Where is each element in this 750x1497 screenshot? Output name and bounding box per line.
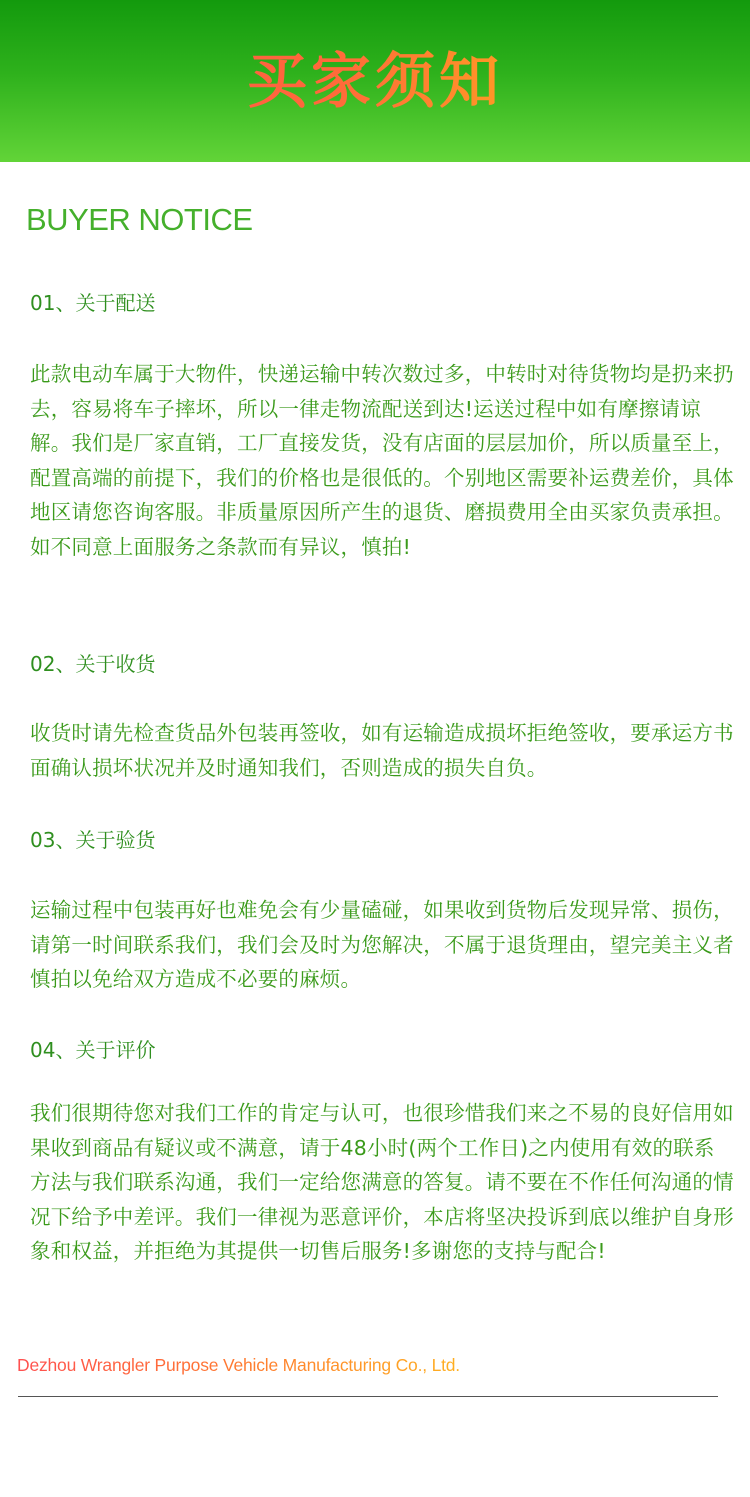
section-heading-receiving: 02、关于收货 [30,652,156,676]
page-title: 买家须知 [0,44,750,120]
section-body-receiving: 收货时请先检查货品外包装再签收，如有运输造成损坏拒绝签收，要承运方书面确认损坏状况并及时通知我们，否则造成的损失自负。 [30,721,734,780]
company-name: Dezhou Wrangler Purpose Vehicle Manufacturing Co., Ltd. [17,1355,460,1375]
section-heading-delivery: 01、关于配送 [30,291,156,315]
section-body-delivery: 此款电动车属于大物件，快递运输中转次数过多，中转时对待货物均是扔来扔去，容易将车子摔坏，所以一律走物流配送到达!运送过程中如有摩擦请谅解。我们是厂家直销，工厂直接发货，没有店面的层层加价，所以质量至上，配置高端的前提下，我们的价格也是很低的。个别地区需要补运费差价，具体地区请您咨询客服。非质量原因所产生的退货、磨损费用全由买家负责承担。如不同意上面服务之条款而有异议，慎拍! [30,362,734,559]
buyer-notice-subtitle: BUYER NOTICE [26,202,253,237]
footer-divider [18,1396,718,1397]
section-body-review: 我们很期待您对我们工作的肯定与认可，也很珍惜我们来之不易的良好信用如果收到商品有疑议或不满意，请于48小时(两个工作日)之内使用有效的联系方法与我们联系沟通，我们一定给您满意的答复。请不要在不作任何沟通的情况下给予中差评。我们一律视为恶意评价，本店将坚决投诉到底以维护自身形象和权益，并拒绝为其提供一切售后服务!多谢您的支持与配合! [30,1101,734,1263]
section-heading-review: 04、关于评价 [30,1038,156,1062]
section-heading-inspection: 03、关于验货 [30,828,156,852]
header-banner [0,0,750,162]
section-body-inspection: 运输过程中包装再好也难免会有少量磕碰，如果收到货物后发现异常、损伤，请第一时间联系我们，我们会及时为您解决，不属于退货理由，望完美主义者慎拍以免给双方造成不必要的麻烦。 [30,898,734,991]
